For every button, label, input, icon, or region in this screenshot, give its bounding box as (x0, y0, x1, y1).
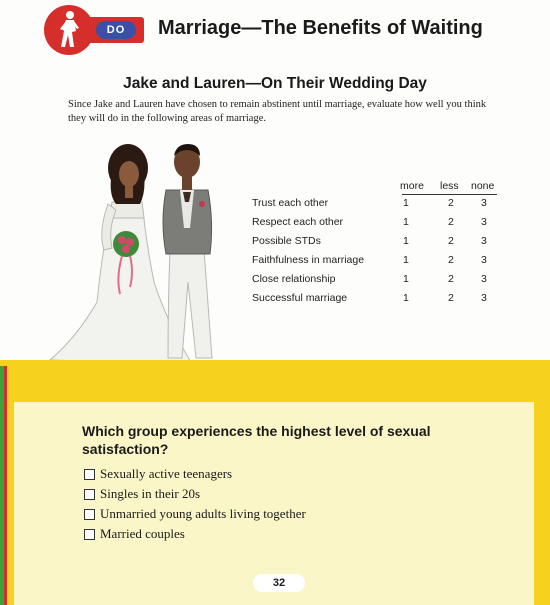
table-row (252, 270, 502, 289)
rating-table (252, 180, 502, 308)
row-label: Faithfulness in marriage (252, 254, 365, 266)
table-row (252, 251, 502, 270)
row-label: Respect each other (252, 216, 344, 228)
panel-right-band (534, 360, 550, 605)
rating-option-2[interactable]: 2 (448, 292, 454, 304)
header-less: less (440, 180, 459, 192)
rating-header (252, 180, 502, 194)
rating-option-3[interactable]: 3 (481, 197, 487, 209)
quiz-option[interactable] (84, 464, 306, 484)
rating-option-2[interactable]: 2 (448, 216, 454, 228)
header-none: none (471, 180, 495, 192)
row-label: Trust each other (252, 197, 329, 209)
rating-option-3[interactable]: 3 (481, 254, 487, 266)
table-row (252, 232, 502, 251)
do-badge: DO (96, 21, 136, 39)
rating-option-2[interactable]: 2 (448, 273, 454, 285)
page-number: 32 (253, 574, 305, 592)
option-label: Sexually active teenagers (100, 466, 233, 481)
checkbox-icon[interactable] (84, 469, 95, 480)
option-label: Singles in their 20s (100, 486, 201, 501)
header-more: more (400, 180, 424, 192)
quiz-options (84, 464, 306, 544)
rating-option-1[interactable]: 1 (403, 292, 409, 304)
table-row (252, 213, 502, 232)
quiz-option[interactable] (84, 484, 306, 504)
quiz-option[interactable] (84, 524, 306, 544)
row-label: Close relationship (252, 273, 336, 285)
rating-option-1[interactable]: 1 (403, 273, 409, 285)
rating-option-1[interactable]: 1 (403, 235, 409, 247)
rating-option-1[interactable]: 1 (403, 197, 409, 209)
rating-option-2[interactable]: 2 (448, 254, 454, 266)
rating-option-3[interactable]: 3 (481, 216, 487, 228)
rating-option-1[interactable]: 1 (403, 254, 409, 266)
section-subtitle: Jake and Lauren—On Their Wedding Day (123, 75, 427, 92)
option-label: Married couples (100, 526, 185, 541)
table-row (252, 289, 502, 308)
wedding-couple-illustration (42, 132, 252, 370)
checkbox-icon[interactable] (84, 509, 95, 520)
page-title: Marriage—The Benefits of Waiting (158, 17, 483, 39)
rating-option-2[interactable]: 2 (448, 235, 454, 247)
option-label: Unmarried young adults living together (100, 506, 306, 521)
rating-option-3[interactable]: 3 (481, 292, 487, 304)
table-row (252, 194, 502, 213)
rating-option-3[interactable]: 3 (481, 273, 487, 285)
row-label: Successful marriage (252, 292, 348, 304)
intro-text: Since Jake and Lauren have chosen to remain abstinent until marriage, evaluate how well you think they will do in the following areas of marriage. (68, 99, 487, 124)
runner-icon (52, 9, 86, 51)
checkbox-icon[interactable] (84, 529, 95, 540)
rating-option-1[interactable]: 1 (403, 216, 409, 228)
checkbox-icon[interactable] (84, 489, 95, 500)
rating-option-3[interactable]: 3 (481, 235, 487, 247)
quiz-question: Which group experiences the highest level of sexual satisfaction? (82, 423, 431, 457)
red-edge-stripe (4, 366, 7, 605)
quiz-option[interactable] (84, 504, 306, 524)
row-label: Possible STDs (252, 235, 321, 247)
rating-option-2[interactable]: 2 (448, 197, 454, 209)
